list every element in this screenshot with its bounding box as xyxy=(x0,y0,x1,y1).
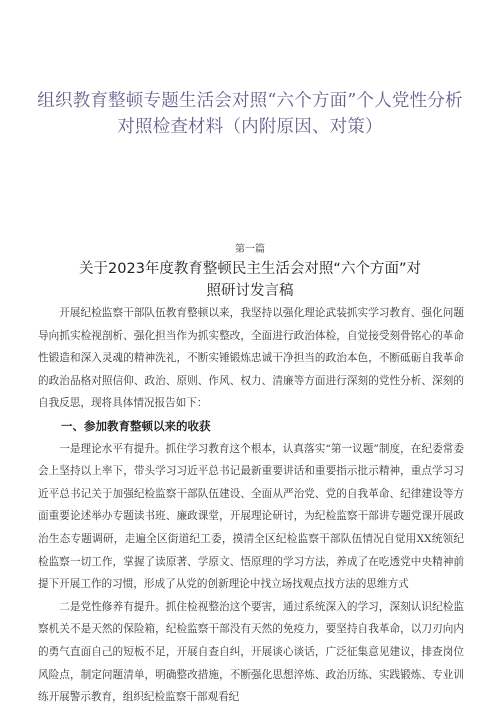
section-heading: 一、参加教育整顿以来的收获 xyxy=(61,418,211,433)
speech-title-line-2: 照研讨发言稿 xyxy=(206,283,294,299)
title-line-2: 对照检查材料（内附原因、对策） xyxy=(117,117,383,137)
body-paragraph: 一是理论水平有提升。抓住学习教育这个根本，认真落实“第一议题”制度，在纪委常委会上坚持以上率下，带头学习习近平总书记最新重要讲话和重要指示批示精神，重点学习习近平总书记关于加强纪检监察干部队伍建设、全面从严治党、党的自我革命、纪律建设等方面重要论述举办专题读书班、廉政课堂，开展理论研讨，为纪检监察干部讲专题党课开展政治生态专题调研，走遍全区街道纪工委，摸清全区纪检监察干部队伍情况自觉用XX统领纪检监察一切工作，掌握了读原著、学原文、悟原理的学习方法，养成了在吃透党中央精神前提下开展工作的习惯，形成了从党的创新理论中找立场找观点找方法的思维方式 xyxy=(38,442,464,591)
body-paragraph: 二是党性修养有提升。抓住检视整治这个要害，通过系统深入的学习，深刻认识纪检监察机关不是天然的保险箱，纪检监察干部没有天然的免疫力，要坚持自我革命，以刀刃向内的勇气直面自己的短板不足，开展自查自纠，开展谈心谈话，广泛征集意见建议，排查岗位风险点，制定问题清单，明确整改措施，不断强化思想淬炼、政治历练、实践锻炼、专业训练开展警示教育，组织纪检监察干部观看纪 xyxy=(38,600,464,704)
speech-title-line-1: 关于2023年度教育整顿民主生活会对照“六个方面”对 xyxy=(79,261,421,277)
speech-title xyxy=(40,258,460,302)
document-body xyxy=(38,302,464,709)
document-title xyxy=(30,88,470,140)
section-label: 第一篇 xyxy=(235,244,265,255)
title-line-1: 组织教育整顿专题生活会对照“六个方面”个人党性分析 xyxy=(37,91,463,111)
intro-paragraph: 开展纪检监察干部队伍教育整顿以来，我坚持以强化理论武装抓实学习教育、强化问题导向抓实检视剖析、强化担当作为抓实整改，全面进行政治体检，自觉接受刻骨铭心的革命性锻造和深入灵魂的精神洗礼，不断实锤锻炼忠诚干净担当的政治本色，不断砥砺自我革命的政治品格对照信仰、政治、原则、作风、权力、清廉等方面进行深刻的党性分析、深刻的自我反思，现将具体情况报告如下： xyxy=(38,307,464,410)
